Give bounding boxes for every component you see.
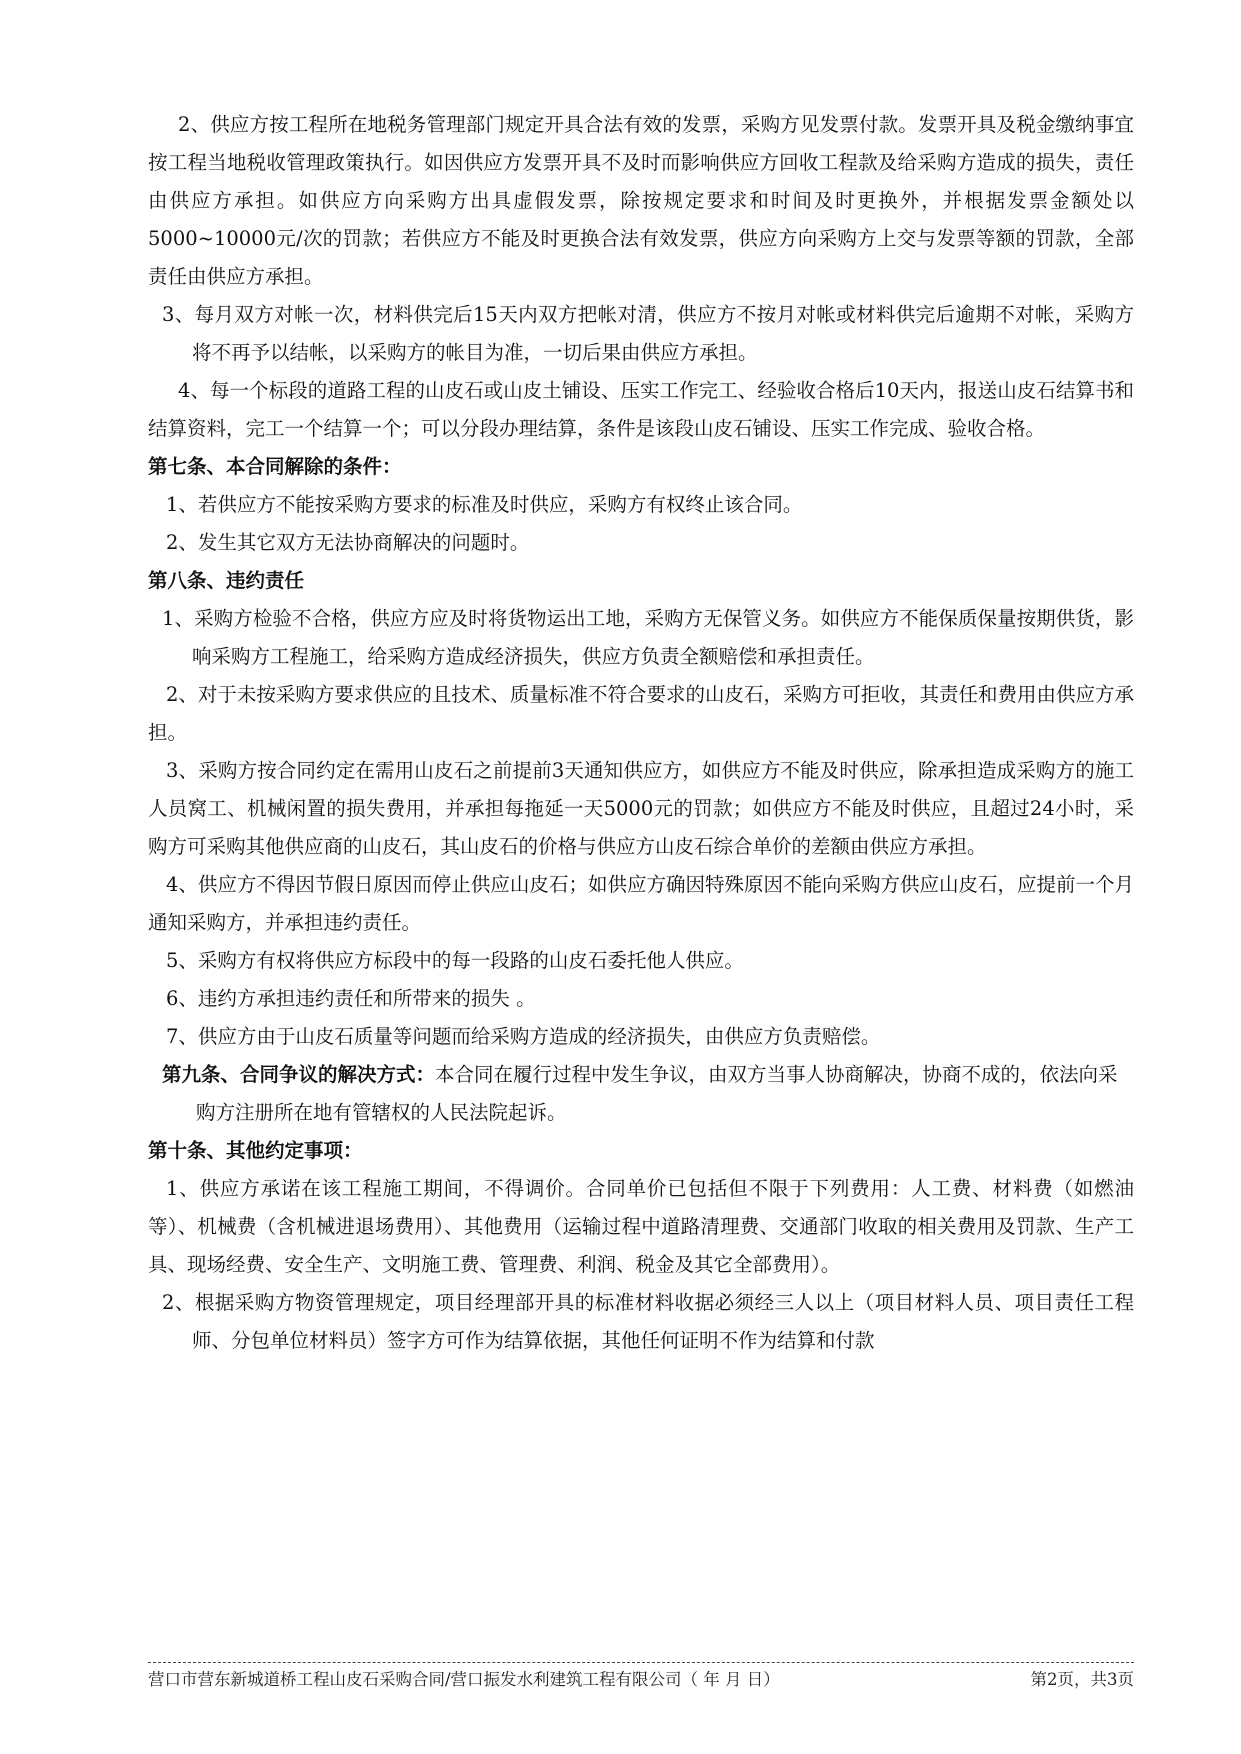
footer-contract-title: 营口市营东新城道桥工程山皮石采购合同/营口振发水利建筑工程有限公司（ 年 月 日） (148, 1670, 780, 1689)
clause-8-item-3: 3、采购方按合同约定在需用山皮石之前提前3天通知供应方，如供应方不能及时供应，除承担造成采购方的施工人员窝工、机械闲置的损失费用，并承担每拖延一天5000元的罚款；如供应方不能及时供应，且超过24小时，采购方可采购其他供应商的山皮石，其山皮石的价格与供应方山皮石综合单价的差额由供应方承担。 (148, 759, 1134, 858)
clause-8-item-6: 6、违约方承担违约责任和所带来的损失 。 (166, 987, 536, 1010)
clause-10-item-2: 2、根据采购方物资管理规定，项目经理部开具的标准材料收据必须经三人以上（项目材料人员、项目责任工程师、分包单位材料员）签字方可作为结算依据，其他任何证明不作为结算和付款 (162, 1291, 1134, 1352)
clause-10-heading: 第十条、其他约定事项： (148, 1139, 363, 1162)
clause-9-paragraph (148, 1056, 1134, 1132)
contract-body (148, 106, 1134, 1360)
clause-8-item-5: 5、采购方有权将供应方标段中的每一段路的山皮石委托他人供应。 (166, 949, 744, 972)
footer-divider (148, 1662, 1134, 1663)
clause-8-item-7: 7、供应方由于山皮石质量等问题而给采购方造成的经济损失，由供应方负责赔偿。 (166, 1025, 881, 1048)
clause-9-text: 本合同在履行过程中发生争议，由双方当事人协商解决，协商不成的，依法向采购方注册所在地有管辖权的人民法院起诉。 (196, 1063, 1118, 1124)
clause-6-item-3: 3、每月双方对帐一次，材料供完后15天内双方把帐对清，供应方不按月对帐或材料供完后逾期不对帐，采购方将不再予以结帐，以采购方的帐目为准，一切后果由供应方承担。 (162, 303, 1134, 364)
clause-6-item-2: 2、供应方按工程所在地税务管理部门规定开具合法有效的发票，采购方见发票付款。发票开具及税金缴纳事宜按工程当地税收管理政策执行。如因供应方发票开具不及时而影响供应方回收工程款及给采购方造成的损失，责任由供应方承担。如供应方向采购方出具虚假发票，除按规定要求和时间及时更换外，并根据发票金额处以5000~10000元/次的罚款；若供应方不能及时更换合法有效发票，供应方向采购方上交与发票等额的罚款，全部责任由供应方承担。 (148, 113, 1134, 288)
clause-8-item-2: 2、对于未按采购方要求供应的且技术、质量标准不符合要求的山皮石，采购方可拒收，其责任和费用由供应方承担。 (148, 683, 1134, 744)
clause-7-item-1: 1、若供应方不能按采购方要求的标准及时供应，采购方有权终止该合同。 (166, 493, 803, 516)
clause-8-heading: 第八条、违约责任 (148, 569, 305, 592)
clause-7-heading: 第七条、本合同解除的条件： (148, 455, 402, 478)
clause-8-item-4: 4、供应方不得因节假日原因而停止供应山皮石；如供应方确因特殊原因不能向采购方供应山皮石，应提前一个月通知采购方，并承担违约责任。 (148, 873, 1134, 934)
clause-7-item-2: 2、发生其它双方无法协商解决的问题时。 (166, 531, 530, 554)
page-footer (148, 1668, 1134, 1692)
clause-10-item-1: 1、供应方承诺在该工程施工期间，不得调价。合同单价已包括但不限于下列费用：人工费、材料费（如燃油等）、机械费（含机械进退场费用）、其他费用（运输过程中道路清理费、交通部门收取的相关费用及罚款、生产工具、现场经费、安全生产、文明施工费、管理费、利润、税金及其它全部费用）。 (148, 1177, 1134, 1276)
clause-9-heading: 第九条、合同争议的解决方式： (162, 1063, 436, 1086)
clause-6-item-4: 4、每一个标段的道路工程的山皮石或山皮土铺设、压实工作完工、经验收合格后10天内，报送山皮石结算书和结算资料，完工一个结算一个；可以分段办理结算，条件是该段山皮石铺设、压实工作完成、验收合格。 (148, 379, 1134, 440)
page-number: 第2页，共3页 (1030, 1670, 1134, 1689)
clause-8-item-1: 1、采购方检验不合格，供应方应及时将货物运出工地，采购方无保管义务。如供应方不能保质保量按期供货，影响采购方工程施工，给采购方造成经济损失，供应方负责全额赔偿和承担责任。 (162, 607, 1134, 668)
